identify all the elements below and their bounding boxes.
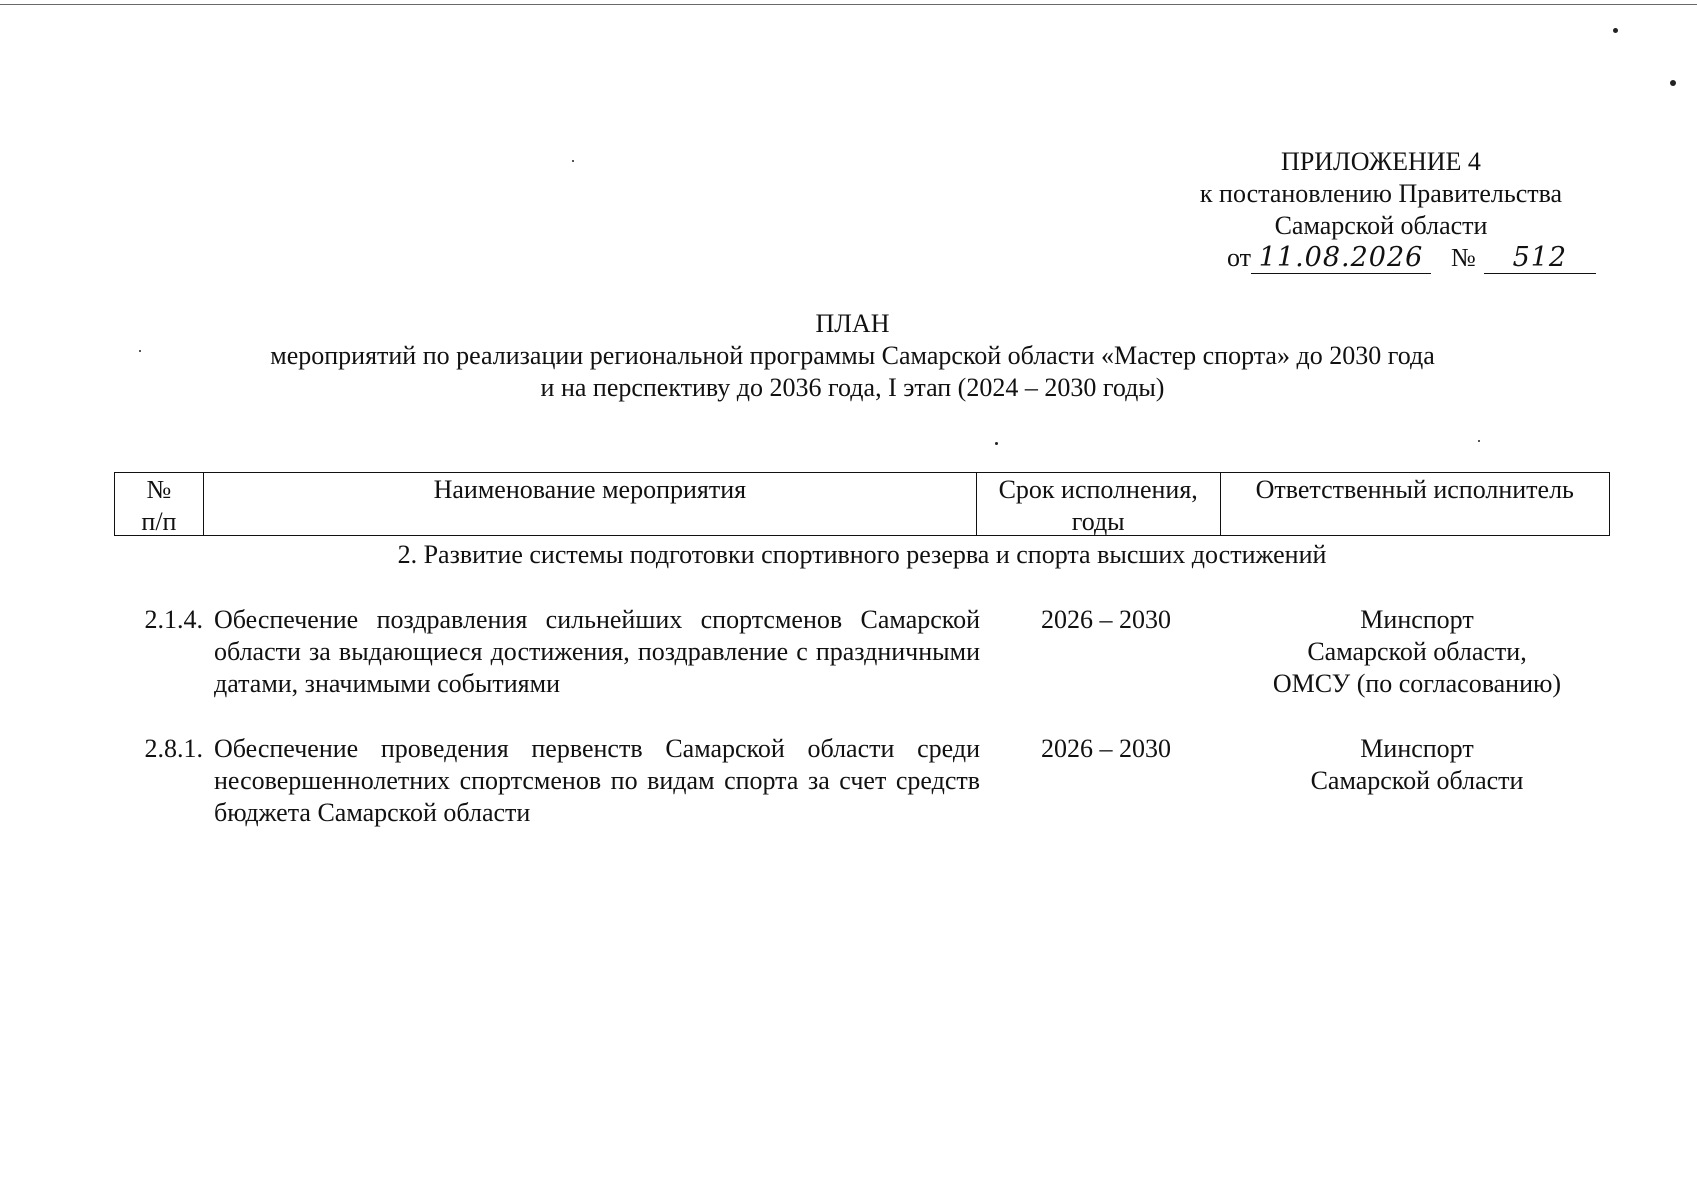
header-responsible-text: Ответственный исполнитель bbox=[1255, 475, 1574, 504]
row-responsible-line2: Самарской области, bbox=[1307, 637, 1527, 666]
table-row bbox=[114, 733, 1610, 829]
row-responsible-line1: Минспорт bbox=[1360, 734, 1474, 763]
header-number bbox=[115, 473, 204, 535]
header-number-line1: № bbox=[146, 475, 172, 504]
row-responsible-line1: Минспорт bbox=[1360, 605, 1474, 634]
document-title-block bbox=[110, 308, 1595, 404]
header-name bbox=[204, 473, 977, 535]
row-name: Обеспечение проведения первенств Самарской области среди несовершеннолетних спортсменов по видам спорта за счет средств бюджета Самарской области bbox=[214, 734, 980, 827]
row-name: Обеспечение поздравления сильнейших спортсменов Самарской области за выдающиеся достижения, поздравление с праздничными датами, значимыми событиями bbox=[214, 605, 980, 698]
row-responsible bbox=[1224, 604, 1610, 700]
row-number: 2.8.1. bbox=[144, 734, 203, 763]
scan-speck bbox=[1670, 80, 1676, 86]
section-title: 2. Развитие системы подготовки спортивного резерва и спорта высших достижений bbox=[397, 540, 1327, 569]
appendix-line-decree: к постановлению Правительства bbox=[1199, 179, 1563, 208]
scan-speck bbox=[1478, 440, 1480, 442]
appendix-block bbox=[1171, 146, 1591, 274]
document-title: ПЛАН bbox=[815, 309, 890, 338]
header-name-text: Наименование мероприятия bbox=[433, 475, 747, 504]
scan-speck bbox=[572, 160, 574, 162]
row-number: 2.1.4. bbox=[144, 605, 203, 634]
handwritten-date: 11.08.2026 bbox=[1251, 243, 1431, 274]
handwritten-number: 512 bbox=[1484, 243, 1596, 274]
scan-speck bbox=[1613, 28, 1618, 33]
row-term: 2026 – 2030 bbox=[1041, 605, 1171, 634]
row-responsible-line3: ОМСУ (по согласованию) bbox=[1272, 669, 1562, 698]
header-term bbox=[977, 473, 1221, 535]
appendix-title: ПРИЛОЖЕНИЕ 4 bbox=[1281, 147, 1481, 176]
row-responsible bbox=[1224, 733, 1610, 829]
header-term-line2: годы bbox=[1071, 507, 1125, 536]
document-subtitle-line2: и на перспективу до 2036 года, I этап (2024 – 2030 годы) bbox=[540, 373, 1165, 402]
document-subtitle-line1: мероприятий по реализации региональной программы Самарской области «Мастер спорта» до 2030 года bbox=[270, 341, 1435, 370]
table-header bbox=[114, 472, 1610, 536]
appendix-line-region: Самарской области bbox=[1274, 211, 1488, 240]
table-row bbox=[114, 604, 1610, 700]
row-responsible-line2: Самарской области bbox=[1310, 766, 1524, 795]
appendix-date-line bbox=[1171, 242, 1591, 274]
header-number-line2: п/п bbox=[141, 507, 177, 536]
header-term-line1: Срок исполнения, bbox=[998, 475, 1198, 504]
number-sign: № bbox=[1451, 243, 1476, 272]
row-term: 2026 – 2030 bbox=[1041, 734, 1171, 763]
scan-top-border bbox=[0, 4, 1697, 5]
header-responsible bbox=[1221, 473, 1609, 535]
date-prefix: от bbox=[1227, 243, 1252, 272]
scan-speck bbox=[995, 442, 998, 445]
